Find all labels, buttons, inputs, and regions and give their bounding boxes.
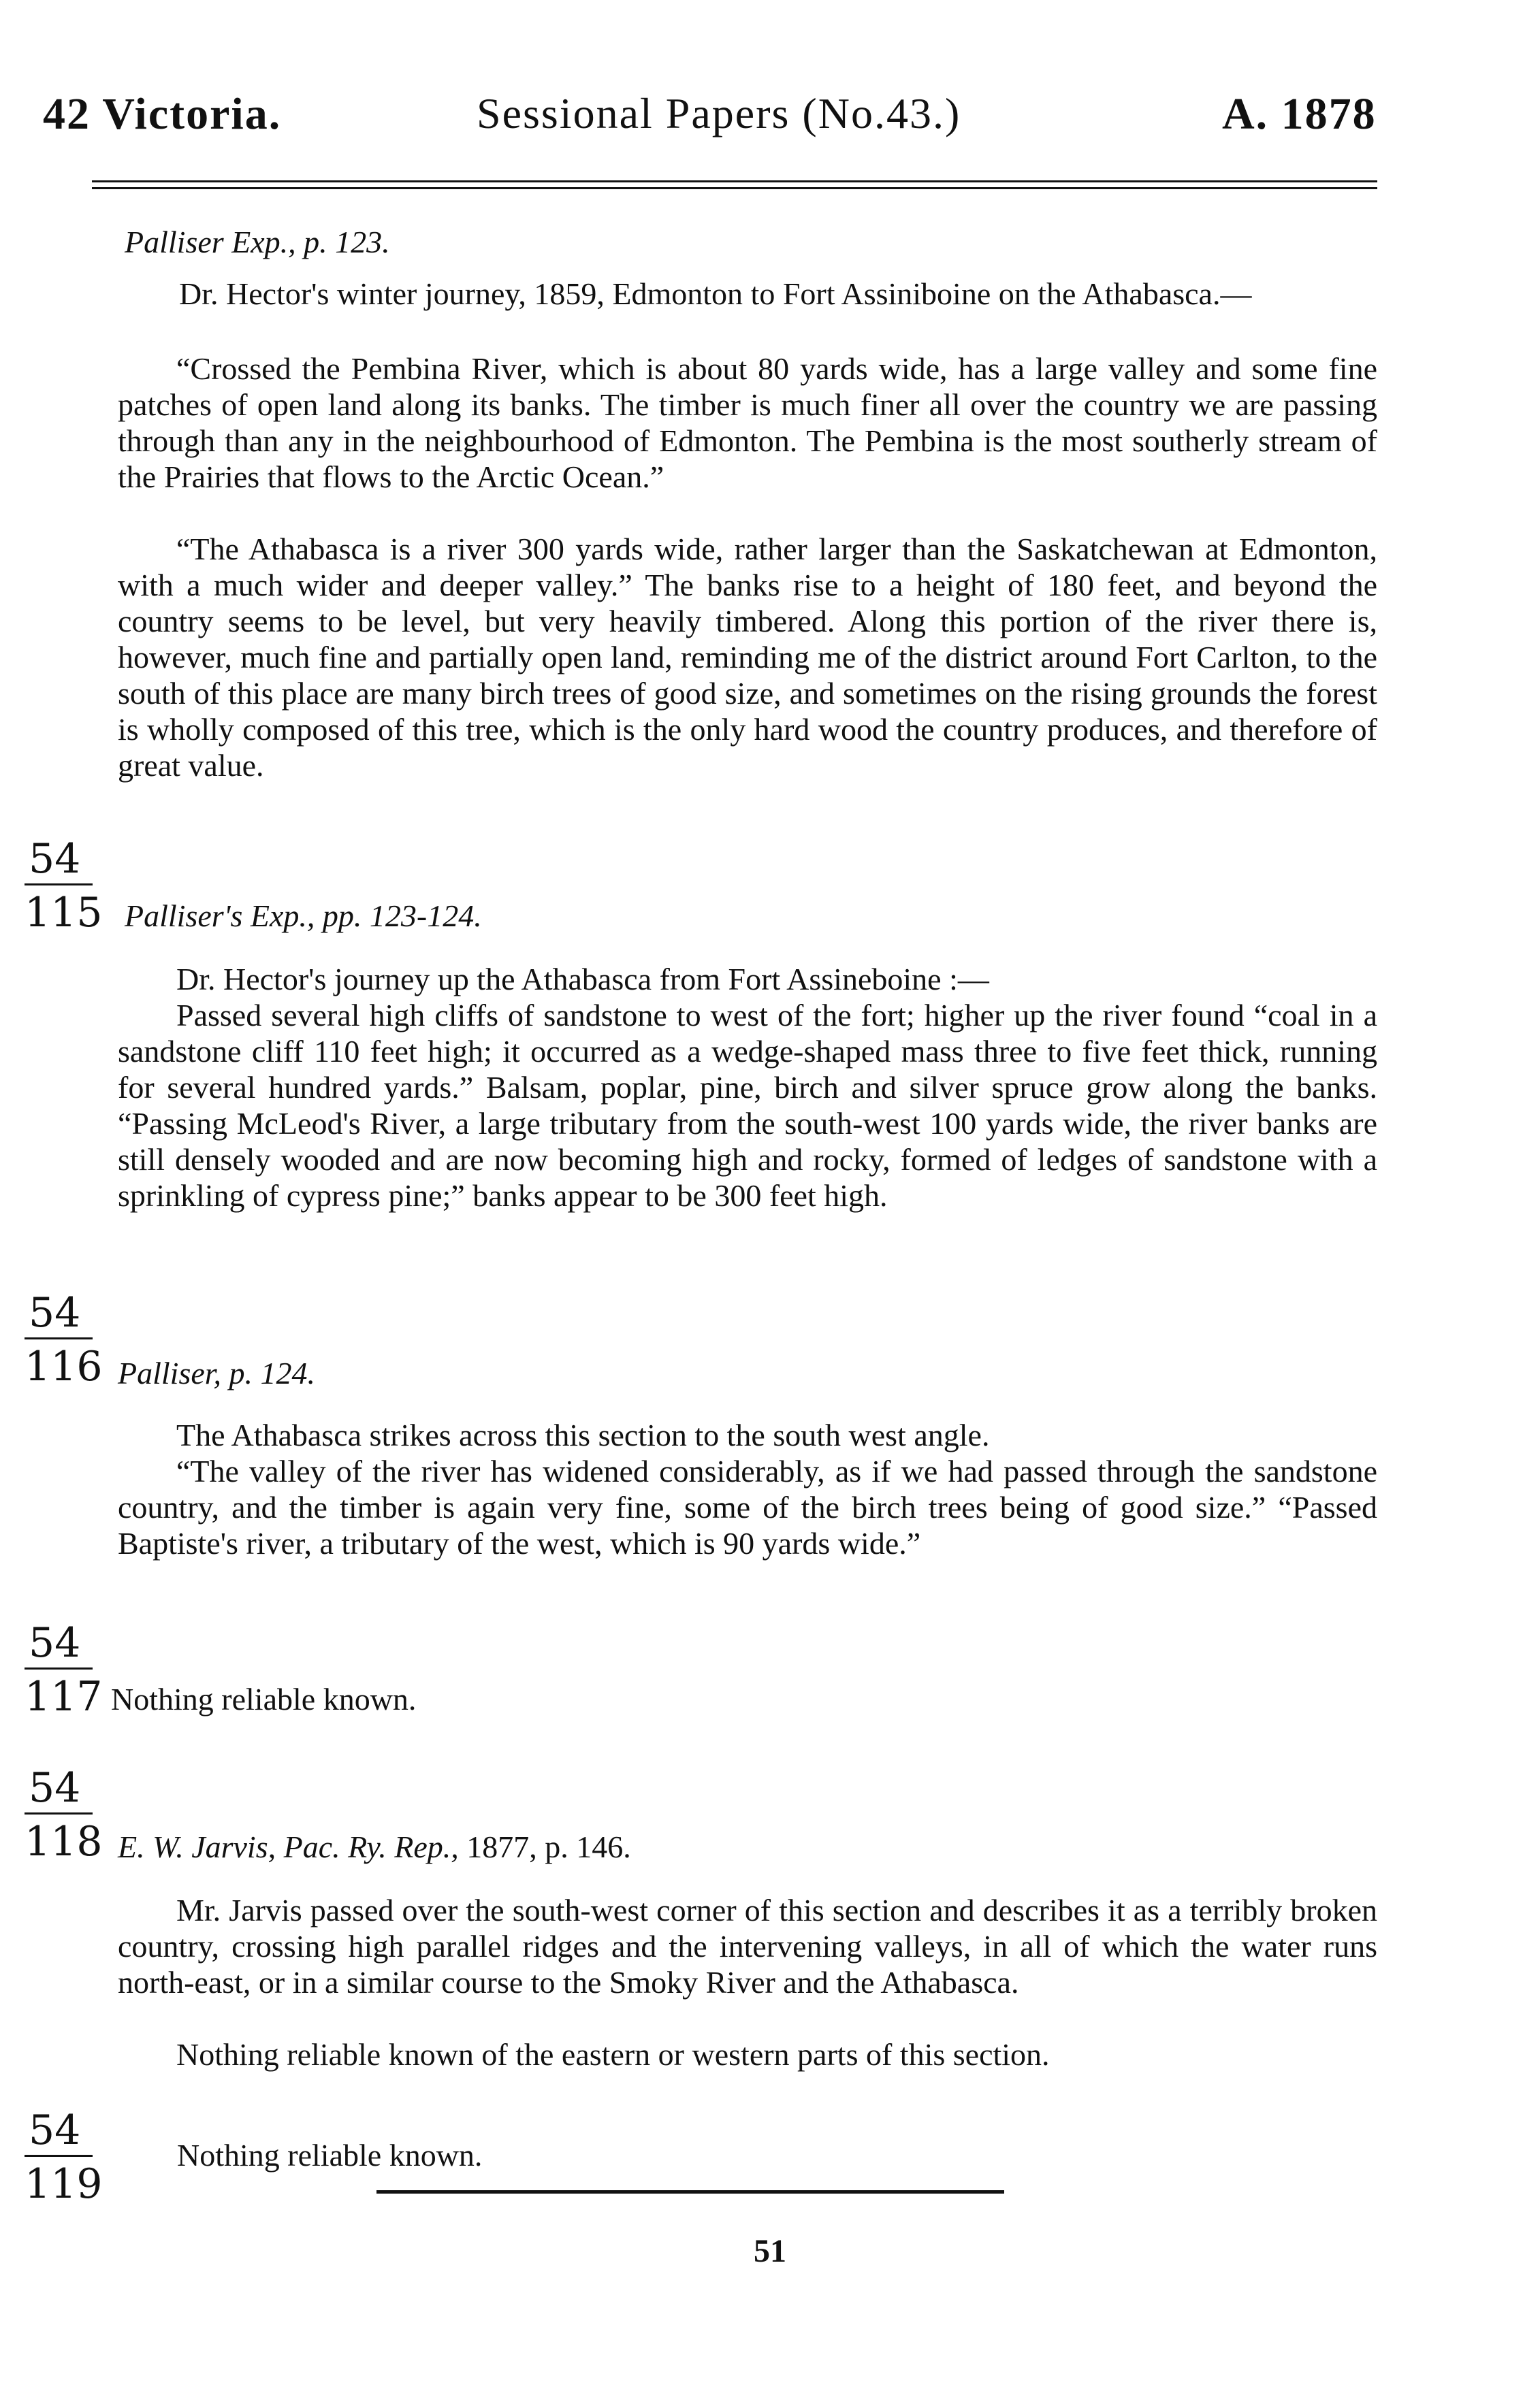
paragraph-pembina: “Crossed the Pembina River, which is about 80 yards wide, has a large valley and some fine patches of open land along its banks. The timber is much finer all over the country we are passing through than any in the neighbourhood of Edmonton. The Pembina is the most southerly stream of the Prairies that flows to the Arctic Ocean.”: [118, 351, 1377, 494]
paragraph-southwest-angle: The Athabasca strikes across this section to the south west angle.: [176, 1418, 990, 1452]
page-number: 51: [754, 2233, 786, 2269]
reference-jarvis: E. W. Jarvis, Pac. Ry. Rep., 1877, p. 146.: [118, 1829, 631, 1864]
section-label-115: 54 115: [25, 835, 103, 937]
paragraph-athabasca: “The Athabasca is a river 300 yards wide, rather larger than the Saskatchewan at Edmonton, with a much wider and deeper valley.” The banks rise to a height of 180 feet, and beyond the country seems to be level, but very heavily timbered. Along this portion of the river there is, however, much fine and partially open land, reminding me of the district around Fort Carlton, to the south of this place are many birch trees of good size, and sometimes on the rising grounds the forest is wholly composed of this tree, which is the only hard wood the country produces, and therefore of great value.: [118, 532, 1377, 783]
reference-palliser-123: Palliser Exp., p. 123.: [125, 225, 390, 259]
section-label-116: 54 116: [25, 1289, 103, 1390]
paragraph-hector-journey: Dr. Hector's journey up the Athabasca from Fort Assineboine :—: [176, 962, 989, 996]
section-label-118: 54 118: [25, 1764, 103, 1866]
text-nothing-reliable-117: Nothing reliable known.: [111, 1682, 417, 1716]
paragraph-hector-winter: Dr. Hector's winter journey, 1859, Edmonton to Fort Assiniboine on the Athabasca.—: [179, 276, 1252, 311]
footer-rule: [376, 2190, 1004, 2194]
paragraph-valley-widened: “The valley of the river has widened considerably, as if we had passed through the sandstone country, and the timber is again very fine, some of the birch trees being of good size.” “Passed Baptiste's river, a tributary of the west, which is 90 yards wide.”: [118, 1454, 1377, 1561]
header-year: A. 1878: [1222, 89, 1377, 139]
running-header: [0, 80, 1540, 142]
paragraph-jarvis: Mr. Jarvis passed over the south-west corner of this section and describes it as a terribly broken country, crossing high parallel ridges and the intervening valleys, in all of which the water runs north-east, or in a similar course to the Smoky River and the Athabasca.: [118, 1893, 1377, 2000]
reference-palliser-123-124: Palliser's Exp., pp. 123-124.: [125, 898, 482, 933]
section-label-117: 54 117: [25, 1619, 103, 1721]
section-label-119: 54 119: [25, 2106, 103, 2208]
header-volume: 42 Victoria.: [43, 89, 282, 139]
header-title: Sessional Papers (No.43.): [477, 89, 961, 137]
reference-palliser-124: Palliser, p. 124.: [118, 1356, 316, 1390]
paragraph-sandstone-cliffs: Passed several high cliffs of sandstone to west of the fort; higher up the river found “coal in a sandstone cliff 110 feet high; it occurred as a wedge-shaped mass three to five feet thick, running for several hundred yards.” Balsam, poplar, pine, birch and silver spruce grow along the banks. “Passing McLeod's River, a large tributary from the south-west 100 yards wide, the river banks are still densely wooded and are now becoming high and rocky, formed of ledges of sandstone with a sprinkling of cypress pine;” banks appear to be 300 feet high.: [118, 998, 1377, 1213]
header-rule: [92, 180, 1377, 189]
text-nothing-reliable-119: Nothing reliable known.: [177, 2138, 483, 2173]
paragraph-eastern-western: Nothing reliable known of the eastern or western parts of this section.: [176, 2037, 1050, 2072]
